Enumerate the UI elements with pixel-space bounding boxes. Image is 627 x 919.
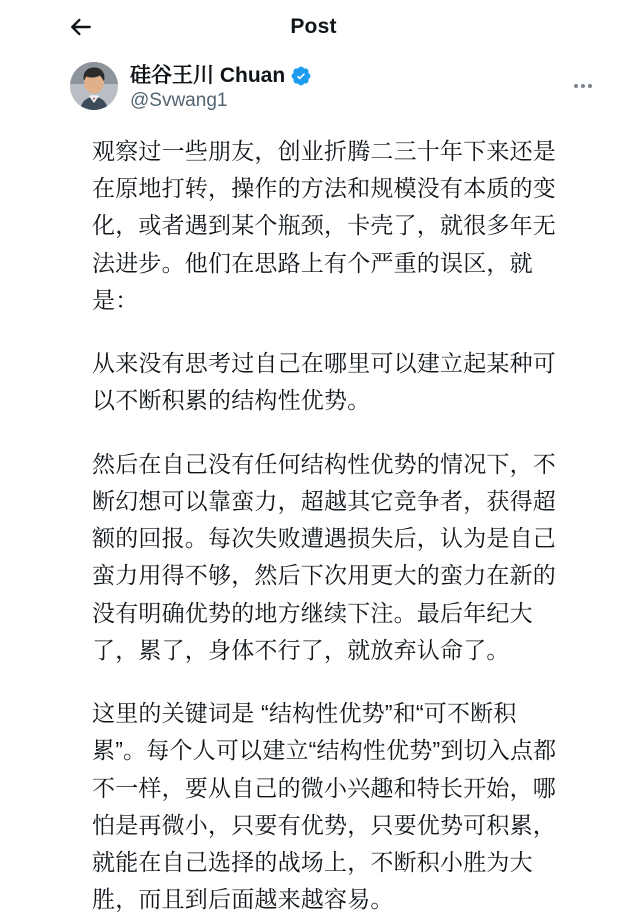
- page-title: Post: [290, 15, 337, 38]
- arrow-left-icon: [68, 14, 94, 40]
- more-options-button[interactable]: [567, 68, 599, 100]
- name-line: [130, 64, 567, 88]
- display-name[interactable]: 硅谷王川 Chuan: [130, 64, 286, 87]
- handle[interactable]: @Svwang1: [130, 90, 228, 112]
- author-row: [22, 62, 605, 113]
- author-meta: [130, 62, 567, 113]
- avatar[interactable]: [70, 62, 118, 110]
- tweet-paragraph: 从来没有思考过自己在哪里可以建立起某种可以不断积累的结构性优势。: [92, 350, 556, 414]
- back-button[interactable]: [64, 10, 98, 44]
- more-horizontal-icon: [573, 75, 594, 93]
- tweet-container: [0, 54, 627, 919]
- tweet-paragraph: 这里的关键词是 “结构性优势”和“可不断积累”。每个人可以建立“结构性优势”到切入点都不一样，要从自己的微小兴趣和特长开始，哪怕是再微小，只要有优势，只要优势可积累，就能在自己选择的战场上，不断积小胜为大胜，而且到后面越来越容易。: [92, 700, 557, 913]
- verified-badge-icon: [290, 65, 312, 87]
- tweet-text: [22, 113, 605, 919]
- tweet-paragraph: 然后在自己没有任何结构性优势的情况下，不断幻想可以靠蛮力，超越其它竞争者，获得超额的回报。每次失败遭遇损失后，认为是自己蛮力用得不够，然后下次用更大的蛮力在新的没有明确优势的地方继续下注。最后年纪大了，累了，身体不行了，就放弃认命了。: [92, 450, 556, 663]
- tweet-paragraph: 观察过一些朋友，创业折腾二三十年下来还是在原地打转，操作的方法和规模没有本质的变化，或者遇到某个瓶颈，卡壳了，就很多年无法进步。他们在思路上有个严重的误区，就是：: [92, 137, 556, 313]
- app-header: [0, 0, 627, 54]
